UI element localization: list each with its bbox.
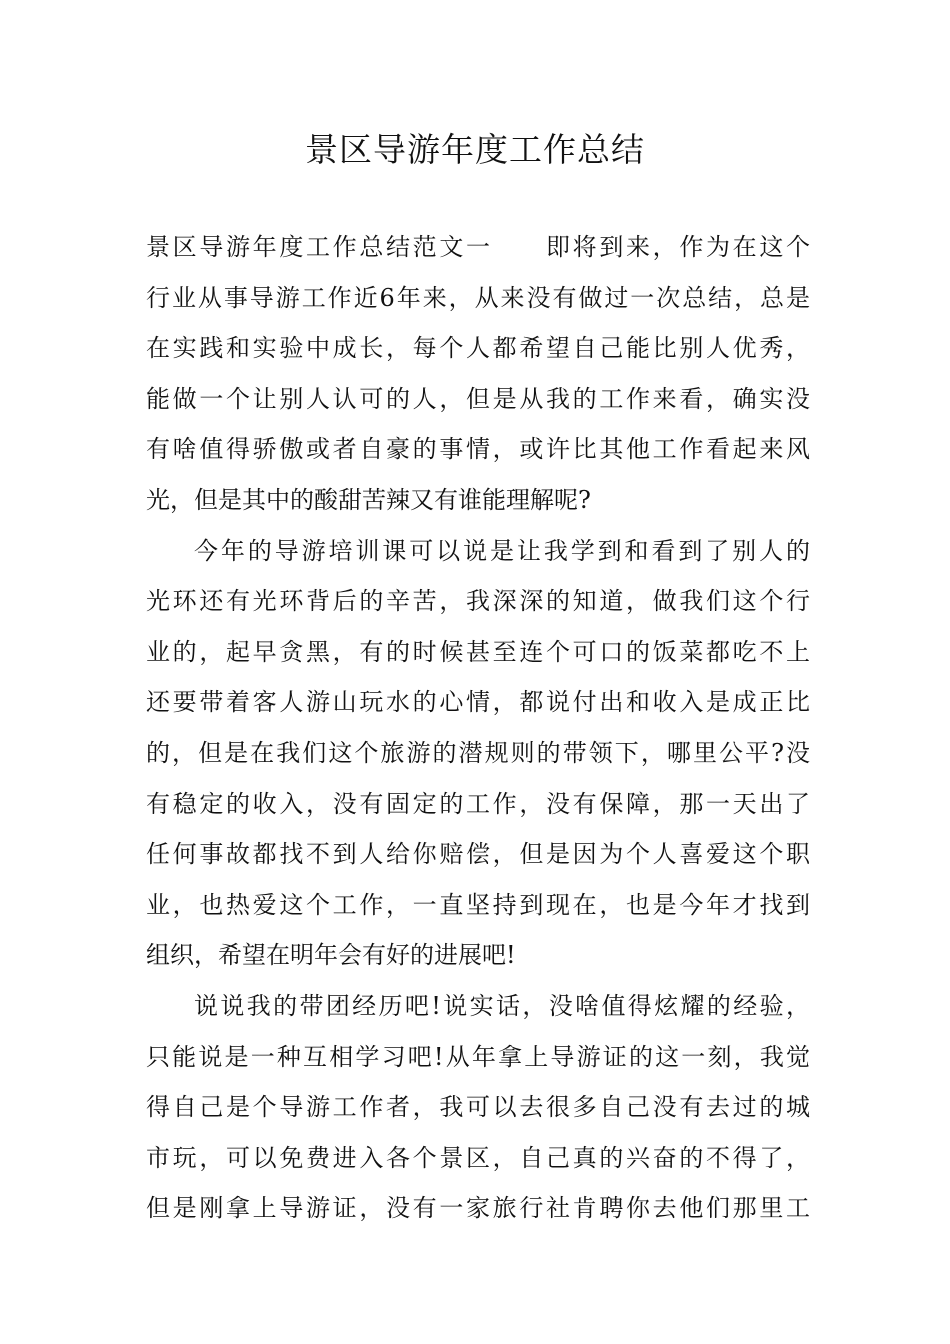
text-line: 业，也热爱这个工作，一直坚持到现在，也是今年才找到 [146, 890, 810, 919]
text-line: 光环还有光环背后的辛苦，我深深的知道，做我们这个行 [146, 587, 810, 616]
document-body [146, 222, 810, 1234]
text-line: 市玩，可以免费进入各个景区，自己真的兴奋的不得了， [146, 1143, 810, 1172]
text-line: 光，但是其中的酸甜苦辣又有谁能理解呢? [146, 485, 591, 514]
text-line: 说说我的带团经历吧!说实话，没啥值得炫耀的经验， [194, 991, 810, 1020]
text-line: 有稳定的收入，没有固定的工作，没有保障，那一天出了 [146, 789, 810, 818]
text-line: 今年的导游培训课可以说是让我学到和看到了别人的 [194, 536, 810, 565]
text-line: 只能说是一种互相学习吧!从年拿上导游证的这一刻，我觉 [146, 1042, 810, 1071]
text-line: 得自己是个导游工作者，我可以去很多自己没有去过的城 [146, 1093, 810, 1122]
text-line: 行业从事导游工作近6年来，从来没有做过一次总结，总是 [146, 283, 810, 312]
text-line: 组织，希望在明年会有好的进展吧! [146, 941, 516, 970]
text-line: 有啥值得骄傲或者自豪的事情，或许比其他工作看起来风 [146, 435, 810, 464]
paragraph-1 [146, 222, 810, 526]
text-line: 在实践和实验中成长，每个人都希望自己能比别人优秀， [146, 334, 810, 363]
document-title: 景区导游年度工作总结 [305, 130, 645, 169]
text-line: 的，但是在我们这个旅游的潜规则的带领下，哪里公平?没 [146, 738, 810, 767]
paragraph-3 [146, 981, 810, 1234]
text-line: 任何事故都找不到人给你赔偿，但是因为个人喜爱这个职 [146, 840, 810, 869]
paragraph-2 [146, 526, 810, 981]
text-line: 能做一个让别人认可的人，但是从我的工作来看，确实没 [146, 384, 810, 413]
text-line: 景区导游年度工作总结范文一 即将到来，作为在这个 [146, 233, 810, 261]
text-line: 还要带着客人游山玩水的心情，都说付出和收入是成正比 [146, 688, 810, 717]
text-line: 但是刚拿上导游证，没有一家旅行社肯聘你去他们那里工 [146, 1194, 810, 1223]
text-line: 业的，起早贪黑，有的时候甚至连个可口的饭菜都吃不上 [146, 637, 810, 666]
